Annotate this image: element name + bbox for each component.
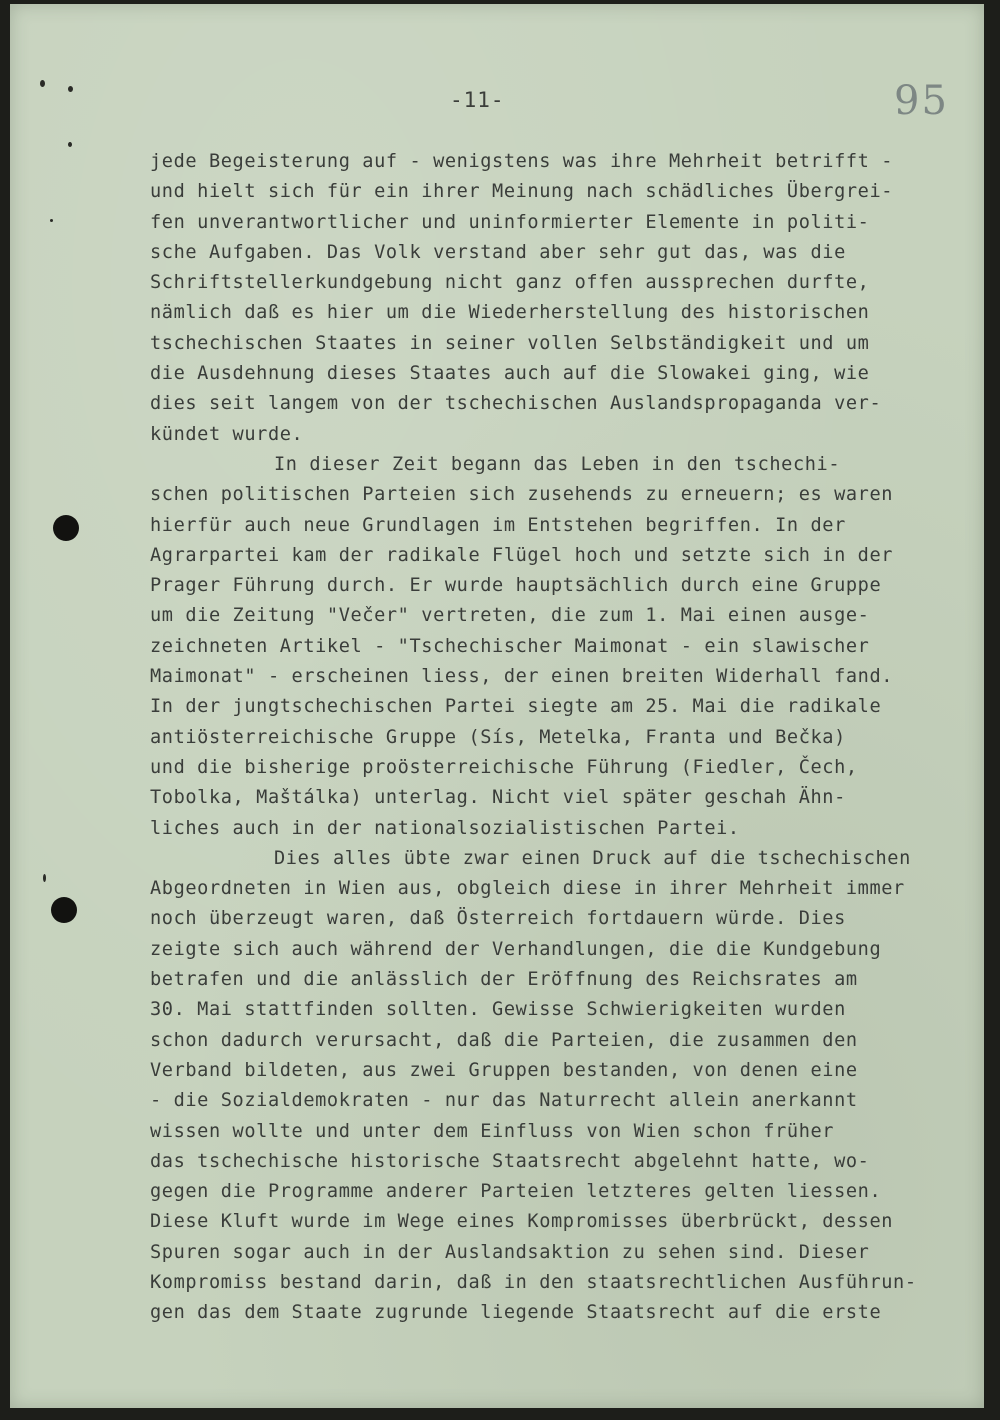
punch-hole-lower (51, 897, 77, 923)
text-line: Tobolka, Maštálka) unterlag. Nicht viel später geschah Ähn- (150, 787, 846, 809)
text-line: und die bisherige proösterreichische Führung (Fiedler, Čech, (150, 756, 858, 778)
text-line: das tschechische historische Staatsrecht abgelehnt hatte, wo- (150, 1150, 870, 1172)
text-line: liches auch in der nationalsozialistischen Partei. (150, 817, 740, 839)
text-line: Abgeordneten in Wien aus, obgleich diese in ihrer Mehrheit immer (150, 878, 905, 900)
ink-speck (50, 219, 53, 222)
text-line: antiösterreichische Gruppe (Sís, Metelka, Franta und Bečka) (150, 726, 846, 748)
punch-hole-upper (53, 515, 79, 541)
text-line: Agrarpartei kam der radikale Flügel hoch und setzte sich in der (150, 544, 894, 566)
text-line: sche Aufgaben. Das Volk verstand aber sehr gut das, was die (150, 241, 846, 263)
text-line: In der jungtschechischen Partei siegte am 25. Mai die radikale (150, 696, 882, 718)
text-line: gegen die Programme anderer Parteien letzteres gelten liessen. (150, 1181, 882, 1203)
text-line: dies seit langem von der tschechischen Auslandspropaganda ver- (150, 393, 882, 415)
text-line: betrafen und die anlässlich der Eröffnung des Reichsrates am (150, 969, 858, 991)
text-line: zeichneten Artikel - "Tschechischer Maimonat - ein slawischer (150, 635, 870, 657)
text-line: schon dadurch verursacht, daß die Parteien, die zusammen den (150, 1029, 858, 1051)
text-line: schen politischen Parteien sich zusehends zu erneuern; es waren (150, 484, 894, 506)
ink-speck (68, 86, 73, 92)
body-text (150, 147, 960, 1329)
text-line: tschechischen Staates in seiner vollen Selbständigkeit und um (150, 332, 870, 354)
typewritten-page (10, 4, 984, 1408)
ink-speck (43, 874, 46, 882)
ink-speck (68, 142, 72, 147)
text-line: In dieser Zeit begann das Leben in den tschechi- (274, 453, 841, 475)
text-line: wissen wollte und unter dem Einfluss von Wien schon früher (150, 1120, 835, 1142)
text-line: die Ausdehnung dieses Staates auch auf die Slowakei ging, wie (150, 363, 870, 385)
text-line: zeigte sich auch während der Verhandlungen, die die Kundgebung (150, 938, 882, 960)
page-number: -11- (450, 88, 505, 112)
text-line: um die Zeitung "Večer" vertreten, die zum 1. Mai einen ausge- (150, 605, 870, 627)
text-line: Prager Führung durch. Er wurde hauptsächlich durch eine Gruppe (150, 575, 882, 597)
text-line: - die Sozialdemokraten - nur das Naturrecht allein anerkannt (150, 1090, 858, 1112)
text-line: Diese Kluft wurde im Wege eines Kompromisses überbrückt, dessen (150, 1211, 894, 1233)
text-line: und hielt sich für ein ihrer Meinung nach schädliches Übergrei- (150, 181, 894, 203)
ink-speck (40, 80, 45, 87)
archive-stamp-number: 95 (894, 78, 949, 124)
text-line: Dies alles übte zwar einen Druck auf die tschechischen (274, 847, 911, 869)
text-line: Maimonat" - erscheinen liess, der einen breiten Widerhall fand. (150, 666, 894, 688)
text-line: kündet wurde. (150, 423, 304, 445)
text-line: noch überzeugt waren, daß Österreich fortdauern würde. Dies (150, 908, 846, 930)
text-line: jede Begeisterung auf - wenigstens was ihre Mehrheit betrifft - (150, 151, 894, 172)
text-line: gen das dem Staate zugrunde liegende Staatsrecht auf die erste (150, 1302, 882, 1324)
text-line: 30. Mai stattfinden sollten. Gewisse Schwierigkeiten wurden (150, 999, 846, 1021)
text-line: fen unverantwortlicher und uninformierter Elemente in politi- (150, 211, 870, 233)
text-line: Kompromiss bestand darin, daß in den staatsrechtlichen Ausführun- (150, 1271, 917, 1293)
text-line: hierfür auch neue Grundlagen im Entstehen begriffen. In der (150, 514, 846, 536)
text-line: Schriftstellerkundgebung nicht ganz offen aussprechen durfte, (150, 272, 870, 294)
text-line: Spuren sogar auch in der Auslandsaktion zu sehen sind. Dieser (150, 1241, 870, 1263)
text-line: Verband bildeten, aus zwei Gruppen bestanden, von denen eine (150, 1059, 858, 1081)
text-line: nämlich daß es hier um die Wiederherstellung des historischen (150, 302, 870, 324)
